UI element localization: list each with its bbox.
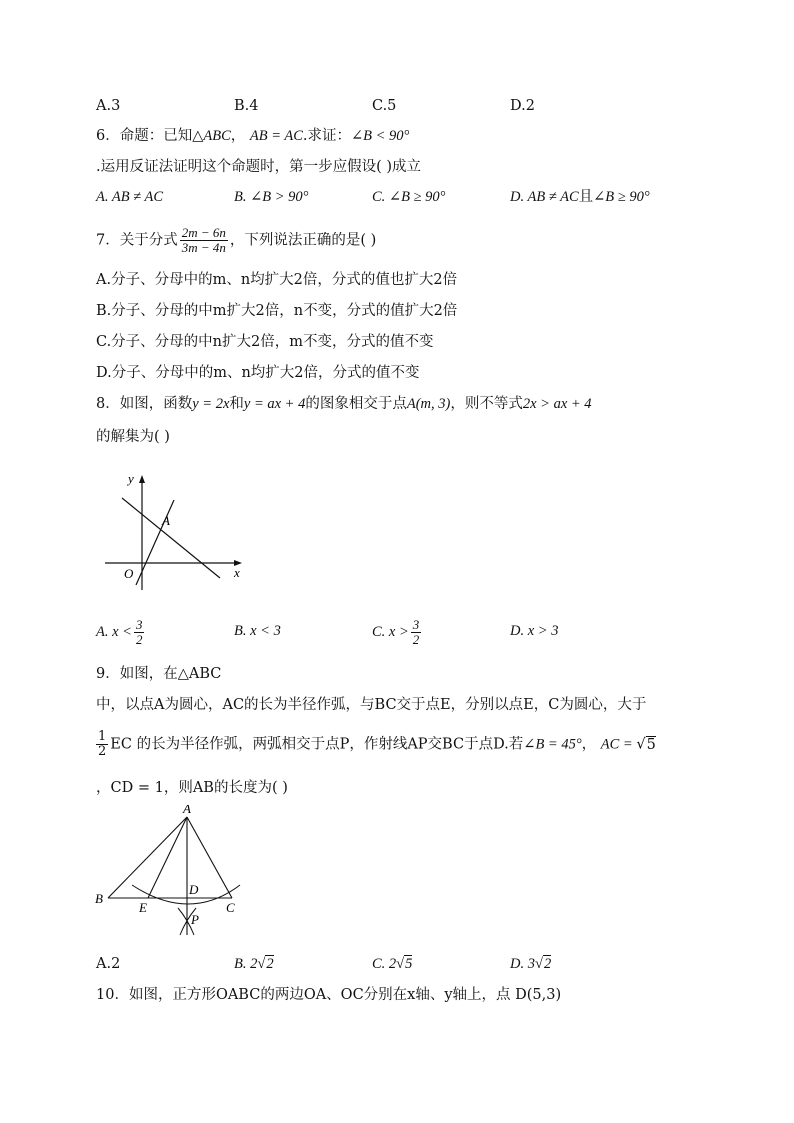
- q7-option-c: C.分子、分母的中n扩大2倍，m不变，分式的值不变: [96, 334, 434, 350]
- q5-option-c: C.5: [372, 98, 397, 114]
- q5-option-d: D.2: [510, 98, 535, 114]
- q6-option-d: D. AB ≠ AC且∠B ≥ 90°: [510, 189, 650, 205]
- q10-stem-line1: 10．如图，正方形OABC的两边OA、OC分别在x轴、y轴上，点 D(5,3): [96, 987, 562, 1003]
- q9-option-a: A.2: [96, 956, 121, 972]
- q9-option-d: D. 3√2: [510, 956, 552, 972]
- q6-option-b: B. ∠B > 90°: [234, 189, 309, 205]
- q9-stem-line2: 中，以点A为圆心，AC的长为半径作弧，与BC交于点E，分别以点E，C为圆心，大于: [96, 697, 647, 713]
- q8-graph-figure: [100, 465, 250, 595]
- y-axis-label: y: [128, 471, 134, 486]
- label-b: B: [95, 891, 103, 906]
- label-e: E: [139, 900, 147, 915]
- segment-ae: [148, 817, 187, 898]
- q5-option-b: B.4: [234, 98, 259, 114]
- q7-stem: 7．关于分式 $\frac{2m - 6n}{3m - 4n}$ ，下列说法正确的是( ): [96, 225, 377, 255]
- q8-option-d: D. x > 3: [510, 623, 559, 639]
- label-a: A: [183, 805, 191, 816]
- y-axis-arrow: [139, 475, 145, 483]
- q7-option-d: D.分子、分母中的m、n均扩大2倍，分式的值不变: [96, 365, 420, 381]
- q6-stem-line2: .运用反证法证明这个命题时，第一步应假设( )成立: [96, 159, 422, 175]
- q8-stem: 8．如图，函数y = 2x和y = ax + 4的图象相交于点A(m, 3)，则不等式2x > ax + 4: [96, 396, 592, 412]
- label-p: P: [191, 912, 199, 927]
- q9-option-c: C. 2√5: [372, 956, 413, 972]
- q6-option-a: A. AB ≠ AC: [96, 189, 164, 205]
- label-d: D: [189, 882, 199, 897]
- q7-option-b: B.分子、分母的中m扩大2倍，n不变，分式的值扩大2倍: [96, 303, 458, 319]
- q8-stem-line2: 的解集为( ): [96, 429, 170, 445]
- q9-option-b: B. 2√2: [234, 956, 274, 972]
- q7-fraction: $\frac{2m - 6n}{3m - 4n}$: [181, 225, 226, 255]
- line-y-ax-4: [122, 498, 220, 578]
- q6-option-c: C. ∠B ≥ 90°: [372, 189, 446, 205]
- origin-label: O: [124, 566, 134, 581]
- q9-stem-line4: ，CD = 1，则AB的长度为( ): [96, 780, 288, 796]
- q6-stem: 6．命题：已知△ABC， AB = AC.求证：∠B < 90°: [96, 128, 410, 144]
- q8-option-b: B. x < 3: [234, 623, 281, 639]
- q7-option-a: A.分子、分母中的m、n均扩大2倍，分式的值也扩大2倍: [96, 272, 458, 288]
- q9-triangle-figure: [90, 805, 255, 945]
- q5-option-a: A.3: [96, 98, 121, 114]
- q9-stem-line3: $\frac{1}{2}$ EC 的长为半径作弧，两弧相交于点P，作射线AP交BC于点D.若∠B = 45°， AC = √5: [98, 729, 656, 759]
- q9-stem-line1: 9．如图，在△ABC: [96, 666, 222, 682]
- arc-center-a: [132, 885, 240, 904]
- segment-ab: [108, 817, 187, 898]
- point-a-label: A: [162, 513, 170, 528]
- q8-option-c: C. x > $\frac{3}{2}$: [372, 617, 420, 647]
- q8-option-a: A. x < $\frac{3}{2}$: [96, 617, 143, 647]
- x-axis-label: x: [234, 565, 240, 580]
- label-c: C: [226, 900, 235, 915]
